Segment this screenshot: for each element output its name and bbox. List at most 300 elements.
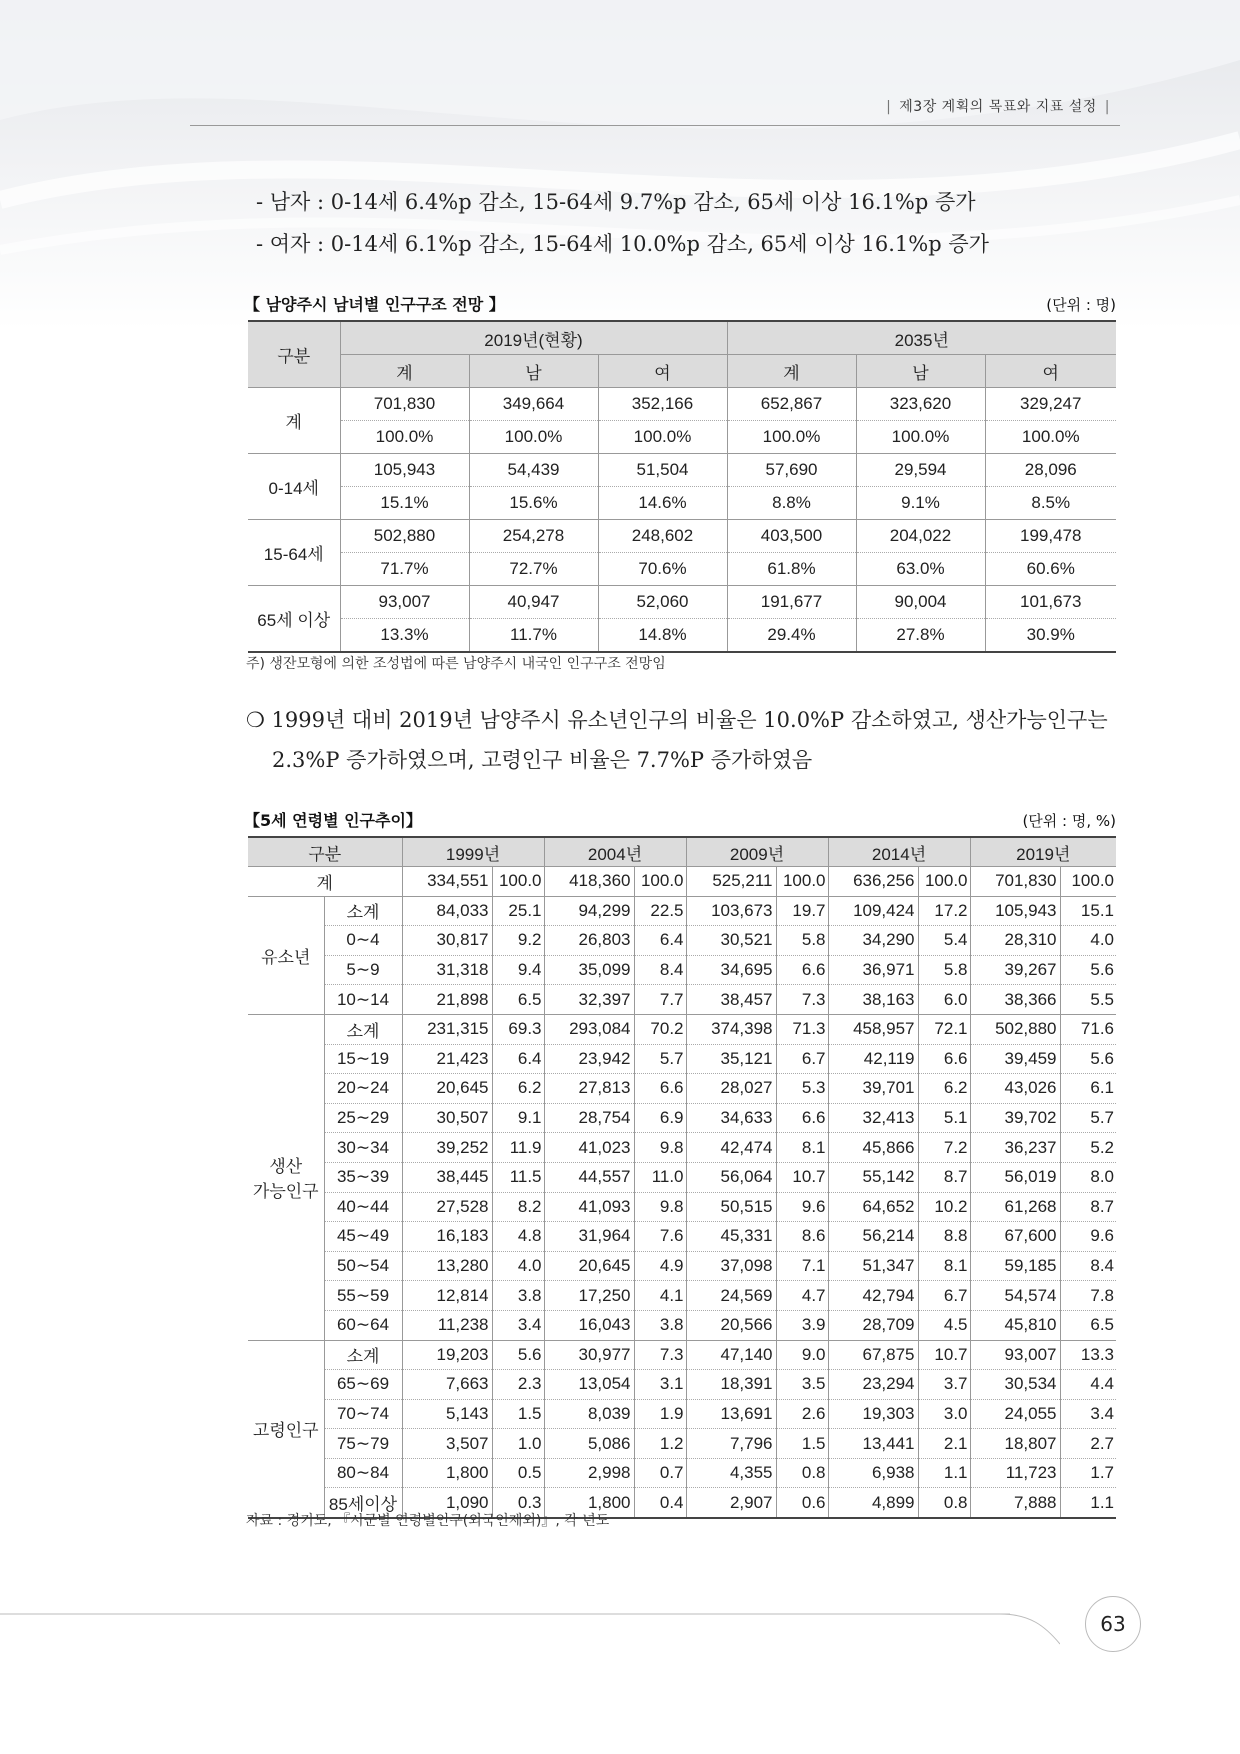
t2-pct-cell: 11.5 [492,1162,544,1192]
t1-ratio-cell: 15.6% [469,487,598,520]
t2-count-cell: 39,702 [970,1103,1060,1133]
t1-count-cell: 93,007 [340,586,469,619]
t2-count-cell: 12,814 [402,1281,492,1311]
t2-age-band: 55∼59 [324,1281,402,1311]
t2-count-cell: 56,064 [686,1162,776,1192]
t1-year-2035: 2035년 [727,321,1116,355]
t2-count-cell: 23,294 [828,1370,918,1400]
t2-pct-cell: 4.7 [776,1281,828,1311]
t2-count-cell: 56,019 [970,1162,1060,1192]
t2-age-band: 35∼39 [324,1162,402,1192]
t2-age-band: 60∼64 [324,1310,402,1340]
t2-count-cell: 42,474 [686,1133,776,1163]
t2-count-cell: 701,830 [970,867,1060,897]
t2-count-cell: 42,119 [828,1044,918,1074]
t2-count-cell: 20,645 [402,1074,492,1104]
t2-count-cell: 43,026 [970,1074,1060,1104]
t2-pct-cell: 1.5 [776,1429,828,1459]
t2-count-cell: 418,360 [544,867,634,897]
t2-pct-cell: 11.9 [492,1133,544,1163]
t2-count-cell: 45,866 [828,1133,918,1163]
t1-count-cell: 403,500 [727,520,856,553]
t1-count-cell: 199,478 [985,520,1116,553]
t2-count-cell: 19,303 [828,1399,918,1429]
t1-ratio-cell: 100.0% [340,421,469,454]
t2-count-cell: 11,238 [402,1310,492,1340]
t1-count-cell: 54,439 [469,454,598,487]
t2-pct-cell: 9.6 [1060,1222,1116,1252]
t2-count-cell: 35,099 [544,955,634,985]
table-row [248,586,1116,619]
t2-count-cell: 2,907 [686,1488,776,1518]
t2-pct-cell: 6.6 [776,955,828,985]
table-row [248,1074,1116,1104]
t1-ratio-cell: 29.4% [727,619,856,653]
table-row [248,955,1116,985]
t2-col-group-label: 구분 [248,837,402,867]
t1-ratio-cell: 60.6% [985,553,1116,586]
table-row [248,1133,1116,1163]
t2-pct-cell: 100.0 [634,867,686,897]
t2-pct-cell: 9.6 [776,1192,828,1222]
table-row [248,619,1116,653]
t2-year-header: 2014년 [828,837,970,867]
t2-pct-cell: 6.5 [1060,1310,1116,1340]
t2-pct-cell: 2.3 [492,1370,544,1400]
t2-pct-cell: 6.5 [492,985,544,1015]
t2-age-band: 25∼29 [324,1103,402,1133]
t2-pct-cell: 69.3 [492,1014,544,1044]
table1-unit: (단위 : 명) [1046,296,1116,314]
t2-pct-cell: 0.8 [776,1458,828,1488]
t2-pct-cell: 5.8 [918,955,970,985]
t2-pct-cell: 3.8 [492,1281,544,1311]
t2-count-cell: 1,800 [402,1458,492,1488]
t2-pct-cell: 8.1 [918,1251,970,1281]
t1-count-cell: 40,947 [469,586,598,619]
t2-count-cell: 67,875 [828,1340,918,1370]
t1-ratio-cell: 100.0% [598,421,727,454]
t2-pct-cell: 10.7 [918,1340,970,1370]
t2-pct-cell: 15.1 [1060,896,1116,926]
t2-count-cell: 4,355 [686,1458,776,1488]
t2-count-cell: 34,633 [686,1103,776,1133]
t1-count-cell: 349,664 [469,388,598,421]
t2-count-cell: 84,033 [402,896,492,926]
t2-pct-cell: 9.8 [634,1133,686,1163]
t2-pct-cell: 10.7 [776,1162,828,1192]
t2-pct-cell: 0.8 [918,1488,970,1518]
t2-pct-cell: 100.0 [918,867,970,897]
t2-pct-cell: 5.1 [918,1103,970,1133]
t2-count-cell: 636,256 [828,867,918,897]
table-row [248,454,1116,487]
t2-pct-cell: 0.6 [776,1488,828,1518]
table-row [248,388,1116,421]
t2-count-cell: 525,211 [686,867,776,897]
table-row [248,1399,1116,1429]
table-row [248,1370,1116,1400]
t1-ratio-cell: 100.0% [469,421,598,454]
t2-pct-cell: 71.6 [1060,1014,1116,1044]
t2-pct-cell: 6.6 [918,1044,970,1074]
t2-pct-cell: 6.4 [492,1044,544,1074]
t1-count-cell: 51,504 [598,454,727,487]
t1-count-cell: 105,943 [340,454,469,487]
t2-count-cell: 38,366 [970,985,1060,1015]
t2-count-cell: 35,121 [686,1044,776,1074]
t2-pct-cell: 9.1 [492,1103,544,1133]
t2-count-cell: 27,528 [402,1192,492,1222]
t2-year-header: 1999년 [402,837,544,867]
t2-count-cell: 38,163 [828,985,918,1015]
t2-count-cell: 6,938 [828,1458,918,1488]
t2-pct-cell: 11.0 [634,1162,686,1192]
t1-sub-header: 계 [340,355,469,388]
t2-pct-cell: 10.2 [918,1192,970,1222]
t2-count-cell: 30,521 [686,926,776,956]
t2-count-cell: 19,203 [402,1340,492,1370]
t2-count-cell: 13,054 [544,1370,634,1400]
t2-count-cell: 56,214 [828,1222,918,1252]
t1-row-label: 계 [248,388,340,454]
t2-age-band: 40∼44 [324,1192,402,1222]
page-number: 63 [1085,1596,1141,1652]
t2-count-cell: 51,347 [828,1251,918,1281]
summary-paragraph-line1: ❍ 1999년 대비 2019년 남양주시 유소년인구의 비율은 10.0%P 감소하였고, 생산가능인구는 [246,708,1108,732]
t2-pct-cell: 6.2 [492,1074,544,1104]
t2-count-cell: 32,397 [544,985,634,1015]
t1-count-cell: 90,004 [856,586,985,619]
t2-pct-cell: 8.8 [918,1222,970,1252]
t2-pct-cell: 5.6 [1060,1044,1116,1074]
t2-pct-cell: 6.7 [918,1281,970,1311]
t2-count-cell: 67,600 [970,1222,1060,1252]
t2-age-band: 70∼74 [324,1399,402,1429]
t1-count-cell: 52,060 [598,586,727,619]
t2-pct-cell: 1.9 [634,1399,686,1429]
t2-pct-cell: 7.3 [776,985,828,1015]
t2-count-cell: 31,318 [402,955,492,985]
t2-count-cell: 8,039 [544,1399,634,1429]
t1-count-cell: 101,673 [985,586,1116,619]
t1-ratio-cell: 72.7% [469,553,598,586]
t2-count-cell: 13,691 [686,1399,776,1429]
t2-count-cell: 39,252 [402,1133,492,1163]
t1-ratio-cell: 8.5% [985,487,1116,520]
t1-sub-header: 계 [727,355,856,388]
age-population-trend-table [248,836,1116,1519]
table-row [248,1310,1116,1340]
t2-group-label: 유소년 [248,896,324,1014]
t2-pct-cell: 6.7 [776,1044,828,1074]
t2-pct-cell: 2.7 [1060,1429,1116,1459]
t2-pct-cell: 1.0 [492,1429,544,1459]
t2-count-cell: 16,183 [402,1222,492,1252]
t2-pct-cell: 5.3 [776,1074,828,1104]
t2-count-cell: 41,023 [544,1133,634,1163]
t1-ratio-cell: 70.6% [598,553,727,586]
t2-count-cell: 45,331 [686,1222,776,1252]
t2-count-cell: 5,143 [402,1399,492,1429]
t1-row-label: 15-64세 [248,520,340,586]
t2-count-cell: 5,086 [544,1429,634,1459]
t2-pct-cell: 0.5 [492,1458,544,1488]
table1-caption: 【 남양주시 남녀별 인구구조 전망 】 [244,295,505,314]
chapter-title: 제3장 계획의 목표와 지표 설정 [899,99,1097,115]
table-row [248,1281,1116,1311]
t2-pct-cell: 13.3 [1060,1340,1116,1370]
t2-pct-cell: 6.4 [634,926,686,956]
t2-count-cell: 21,898 [402,985,492,1015]
t2-count-cell: 21,423 [402,1044,492,1074]
t2-count-cell: 103,673 [686,896,776,926]
t2-pct-cell: 6.0 [918,985,970,1015]
t2-count-cell: 3,507 [402,1429,492,1459]
t2-pct-cell: 70.2 [634,1014,686,1044]
t2-pct-cell: 6.2 [918,1074,970,1104]
t2-pct-cell: 4.9 [634,1251,686,1281]
t2-pct-cell: 3.1 [634,1370,686,1400]
t2-count-cell: 36,971 [828,955,918,985]
t2-count-cell: 30,507 [402,1103,492,1133]
t2-pct-cell: 3.4 [1060,1399,1116,1429]
t2-pct-cell: 100.0 [492,867,544,897]
t2-pct-cell: 100.0 [776,867,828,897]
t2-pct-cell: 8.2 [492,1192,544,1222]
t2-count-cell: 16,043 [544,1310,634,1340]
t2-count-cell: 30,977 [544,1340,634,1370]
t1-sub-header: 남 [856,355,985,388]
t2-count-cell: 55,142 [828,1162,918,1192]
t1-ratio-cell: 11.7% [469,619,598,653]
t1-count-cell: 191,677 [727,586,856,619]
t2-pct-cell: 2.1 [918,1429,970,1459]
t2-age-band: 65∼69 [324,1370,402,1400]
table-row [248,421,1116,454]
t1-ratio-cell: 30.9% [985,619,1116,653]
t1-count-cell: 29,594 [856,454,985,487]
t2-count-cell: 37,098 [686,1251,776,1281]
t1-ratio-cell: 63.0% [856,553,985,586]
t2-pct-cell: 1.1 [1060,1488,1116,1518]
t1-ratio-cell: 27.8% [856,619,985,653]
t2-count-cell: 93,007 [970,1340,1060,1370]
t2-count-cell: 26,803 [544,926,634,956]
table2-unit: (단위 : 명, %) [1022,812,1116,830]
t2-pct-cell: 4.1 [634,1281,686,1311]
t2-count-cell: 7,663 [402,1370,492,1400]
t1-ratio-cell: 100.0% [856,421,985,454]
t2-count-cell: 94,299 [544,896,634,926]
table1-note: 주) 생잔모형에 의한 조성법에 따른 남양주시 내국인 인구구조 전망임 [246,656,666,672]
t2-count-cell: 7,888 [970,1488,1060,1518]
t2-pct-cell: 1.7 [1060,1458,1116,1488]
t1-count-cell: 329,247 [985,388,1116,421]
t2-count-cell: 20,645 [544,1251,634,1281]
t2-age-band: 75∼79 [324,1429,402,1459]
t2-pct-cell: 17.2 [918,896,970,926]
t2-pct-cell: 4.0 [492,1251,544,1281]
t2-pct-cell: 22.5 [634,896,686,926]
t2-count-cell: 374,398 [686,1014,776,1044]
t2-count-cell: 30,817 [402,926,492,956]
t1-ratio-cell: 100.0% [985,421,1116,454]
t2-count-cell: 28,310 [970,926,1060,956]
t2-pct-cell: 19.7 [776,896,828,926]
t2-pct-cell: 5.6 [492,1340,544,1370]
t1-ratio-cell: 71.7% [340,553,469,586]
t1-row-label: 65세 이상 [248,586,340,653]
t1-sub-header: 여 [985,355,1116,388]
t2-pct-cell: 9.8 [634,1192,686,1222]
t2-pct-cell: 4.5 [918,1310,970,1340]
t2-count-cell: 44,557 [544,1162,634,1192]
t2-pct-cell: 5.7 [634,1044,686,1074]
table-row [248,1014,1116,1044]
t2-count-cell: 61,268 [970,1192,1060,1222]
t2-count-cell: 39,459 [970,1044,1060,1074]
table-row [248,487,1116,520]
table-row [248,553,1116,586]
t2-count-cell: 45,810 [970,1310,1060,1340]
t2-pct-cell: 0.7 [634,1458,686,1488]
t2-count-cell: 231,315 [402,1014,492,1044]
t2-count-cell: 38,457 [686,985,776,1015]
t2-age-band: 30∼34 [324,1133,402,1163]
t2-pct-cell: 9.0 [776,1340,828,1370]
table-row [248,1429,1116,1459]
table-row [248,1103,1116,1133]
t2-pct-cell: 71.3 [776,1014,828,1044]
t2-pct-cell: 4.8 [492,1222,544,1252]
t2-pct-cell: 6.9 [634,1103,686,1133]
t2-age-band: 소계 [324,1014,402,1044]
table-row [248,520,1116,553]
t1-ratio-cell: 8.8% [727,487,856,520]
t1-count-cell: 323,620 [856,388,985,421]
t2-age-band: 85세이상 [324,1488,402,1518]
t2-pct-cell: 7.6 [634,1222,686,1252]
t2-pct-cell: 4.4 [1060,1370,1116,1400]
t1-count-cell: 254,278 [469,520,598,553]
t2-age-band: 80∼84 [324,1458,402,1488]
t2-year-header: 2009년 [686,837,828,867]
t2-count-cell: 18,391 [686,1370,776,1400]
table-row [248,1458,1116,1488]
t2-count-cell: 39,267 [970,955,1060,985]
header-rule [190,125,1120,126]
t2-count-cell: 36,237 [970,1133,1060,1163]
t2-count-cell: 27,813 [544,1074,634,1104]
t2-count-cell: 31,964 [544,1222,634,1252]
t2-pct-cell: 9.2 [492,926,544,956]
t2-count-cell: 2,998 [544,1458,634,1488]
t2-pct-cell: 0.3 [492,1488,544,1518]
t2-pct-cell: 1.5 [492,1399,544,1429]
t2-group-label [248,1014,324,1340]
population-projection-table [248,320,1116,653]
t2-pct-cell: 7.7 [634,985,686,1015]
table-row [248,1251,1116,1281]
t2-pct-cell: 3.5 [776,1370,828,1400]
t2-count-cell: 41,093 [544,1192,634,1222]
bullet-male: - 남자 : 0-14세 6.4%p 감소, 15-64세 9.7%p 감소, 65세 이상 16.1%p 증가 [256,190,976,214]
t2-pct-cell: 9.4 [492,955,544,985]
t2-count-cell: 28,027 [686,1074,776,1104]
table-row [248,985,1116,1015]
t2-pct-cell: 5.8 [776,926,828,956]
t2-count-cell: 28,709 [828,1310,918,1340]
t2-pct-cell: 8.7 [1060,1192,1116,1222]
t2-group-label-line: 생산 [269,1157,303,1177]
t2-age-band: 20∼24 [324,1074,402,1104]
table2-caption: 【5세 연령별 인구추이】 [244,811,422,830]
t2-count-cell: 293,084 [544,1014,634,1044]
bullet-female: - 여자 : 0-14세 6.1%p 감소, 15-64세 10.0%p 감소, 65세 이상 16.1%p 증가 [256,232,989,256]
t2-count-cell: 4,899 [828,1488,918,1518]
table-row [248,926,1116,956]
t2-pct-cell: 1.2 [634,1429,686,1459]
t2-pct-cell: 8.0 [1060,1162,1116,1192]
t2-pct-cell: 0.4 [634,1488,686,1518]
t1-ratio-cell: 100.0% [727,421,856,454]
t2-count-cell: 458,957 [828,1014,918,1044]
footer-rule [0,1606,1060,1646]
t2-count-cell: 11,723 [970,1458,1060,1488]
t2-pct-cell: 3.0 [918,1399,970,1429]
t1-ratio-cell: 61.8% [727,553,856,586]
t1-sub-header: 여 [598,355,727,388]
table-row [248,1340,1116,1370]
t2-pct-cell: 5.4 [918,926,970,956]
t2-pct-cell: 3.9 [776,1310,828,1340]
t2-count-cell: 13,441 [828,1429,918,1459]
t2-count-cell: 42,794 [828,1281,918,1311]
t2-count-cell: 30,534 [970,1370,1060,1400]
t2-pct-cell: 3.4 [492,1310,544,1340]
t2-count-cell: 109,424 [828,896,918,926]
t2-count-cell: 28,754 [544,1103,634,1133]
t1-row-label: 0-14세 [248,454,340,520]
t1-ratio-cell: 13.3% [340,619,469,653]
t2-pct-cell: 5.2 [1060,1133,1116,1163]
t2-group-label-line: 가능인구 [252,1182,319,1202]
t2-pct-cell: 6.6 [776,1103,828,1133]
t1-col-group-label: 구분 [248,321,340,388]
t2-count-cell: 7,796 [686,1429,776,1459]
t2-age-band: 0∼4 [324,926,402,956]
t2-pct-cell: 8.4 [1060,1251,1116,1281]
t1-ratio-cell: 14.6% [598,487,727,520]
t1-count-cell: 28,096 [985,454,1116,487]
t2-count-cell: 105,943 [970,896,1060,926]
t1-count-cell: 652,867 [727,388,856,421]
t2-count-cell: 47,140 [686,1340,776,1370]
t2-pct-cell: 72.1 [918,1014,970,1044]
t2-count-cell: 32,413 [828,1103,918,1133]
t2-total-label: 계 [248,867,402,897]
t1-count-cell: 204,022 [856,520,985,553]
t2-pct-cell: 7.3 [634,1340,686,1370]
t2-pct-cell: 3.8 [634,1310,686,1340]
t2-count-cell: 39,701 [828,1074,918,1104]
t2-count-cell: 23,942 [544,1044,634,1074]
t2-age-band: 소계 [324,896,402,926]
t1-count-cell: 352,166 [598,388,727,421]
t2-count-cell: 502,880 [970,1014,1060,1044]
table2-source: 자료 : 경기도, 『시군별 연령별인구(외국인제외)』, 각 년도 [246,1513,610,1529]
